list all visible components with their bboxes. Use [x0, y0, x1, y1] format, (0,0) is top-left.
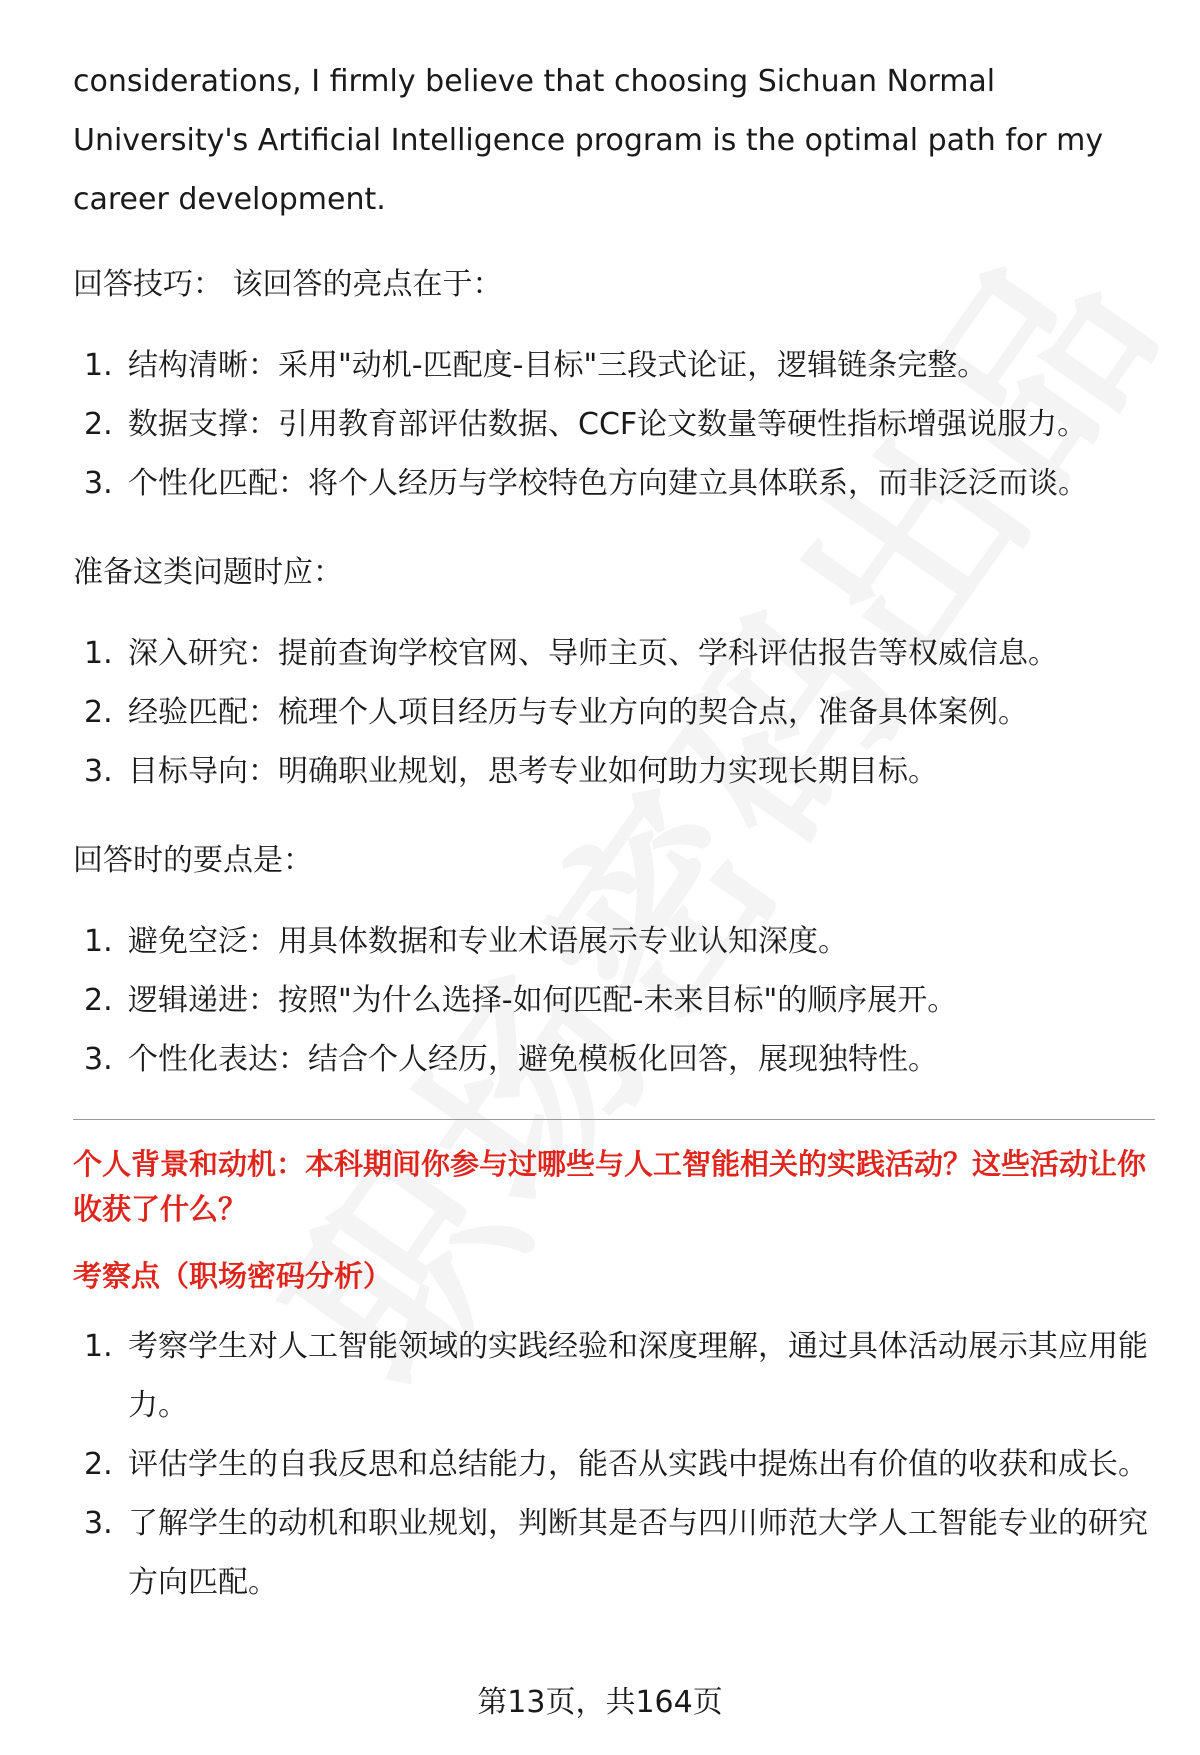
list-text: 避免空泛：用具体数据和专业术语展示专业认知深度。: [128, 924, 848, 959]
intro-paragraph: considerations, I firmly believe that choosing Sichuan Normal University's Artificial Intelligence program is the optimal path for my career development.: [73, 64, 1104, 217]
list-number: 1.: [84, 636, 113, 671]
page-content: [73, 52, 1155, 1642]
tips-list: [73, 336, 1155, 513]
list-number: 2.: [84, 983, 113, 1018]
list-text: 个性化匹配：将个人经历与学校特色方向建立具体联系，而非泛泛而谈。: [128, 466, 1088, 501]
section-divider: [73, 1119, 1155, 1120]
tips-label: 回答技巧： 该回答的亮点在于：: [73, 267, 503, 302]
question-heading: 个人背景和动机：本科期间你参与过哪些与人工智能相关的实践活动？这些活动让你收获了什么？: [73, 1147, 1147, 1226]
list-item: [73, 683, 1155, 742]
list-text: 深入研究：提前查询学校官网、导师主页、学科评估报告等权威信息。: [128, 636, 1058, 671]
list-item: [73, 1317, 1155, 1435]
prep-list: [73, 624, 1155, 801]
analysis-heading: 考察点（职场密码分析）: [73, 1259, 393, 1293]
list-number: 2.: [84, 1447, 113, 1482]
list-number: 3.: [84, 1042, 113, 1077]
list-number: 1.: [84, 348, 113, 383]
analysis-list: [73, 1317, 1155, 1612]
list-text: 个性化表达：结合个人经历，避免模板化回答，展现独特性。: [128, 1042, 938, 1077]
list-item: [73, 395, 1155, 454]
page-number: 第13页，共164页: [477, 1685, 723, 1720]
list-text: 了解学生的动机和职业规划，判断其是否与四川师范大学人工智能专业的研究方向匹配。: [128, 1506, 1148, 1600]
list-text: 数据支撑：引用教育部评估数据、CCF论文数量等硬性指标增强说服力。: [128, 407, 1088, 442]
list-item: [73, 912, 1155, 971]
list-number: 1.: [84, 1329, 113, 1364]
list-text: 逻辑递进：按照"为什么选择-如何匹配-未来目标"的顺序展开。: [128, 983, 958, 1018]
prep-label: 准备这类问题时应：: [73, 555, 343, 590]
key-points-label: 回答时的要点是：: [73, 843, 313, 878]
list-text: 经验匹配：梳理个人项目经历与专业方向的契合点，准备具体案例。: [128, 695, 1028, 730]
list-item: [73, 454, 1155, 513]
list-text: 评估学生的自我反思和总结能力，能否从实践中提炼出有价值的收获和成长。: [128, 1447, 1148, 1482]
list-item: [73, 336, 1155, 395]
key-points-list: [73, 912, 1155, 1089]
list-number: 1.: [84, 924, 113, 959]
list-item: [73, 1030, 1155, 1089]
list-item: [73, 742, 1155, 801]
list-text: 目标导向：明确职业规划，思考专业如何助力实现长期目标。: [128, 754, 938, 789]
list-number: 3.: [84, 754, 113, 789]
list-number: 3.: [84, 466, 113, 501]
list-text: 结构清晰：采用"动机-匹配度-目标"三段式论证，逻辑链条完整。: [128, 348, 988, 383]
list-item: [73, 624, 1155, 683]
list-number: 2.: [84, 407, 113, 442]
list-text: 考察学生对人工智能领域的实践经验和深度理解，通过具体活动展示其应用能力。: [128, 1329, 1148, 1423]
list-number: 2.: [84, 695, 113, 730]
list-number: 3.: [84, 1506, 113, 1541]
list-item: [73, 971, 1155, 1030]
list-item: [73, 1435, 1155, 1494]
list-item: [73, 1494, 1155, 1612]
